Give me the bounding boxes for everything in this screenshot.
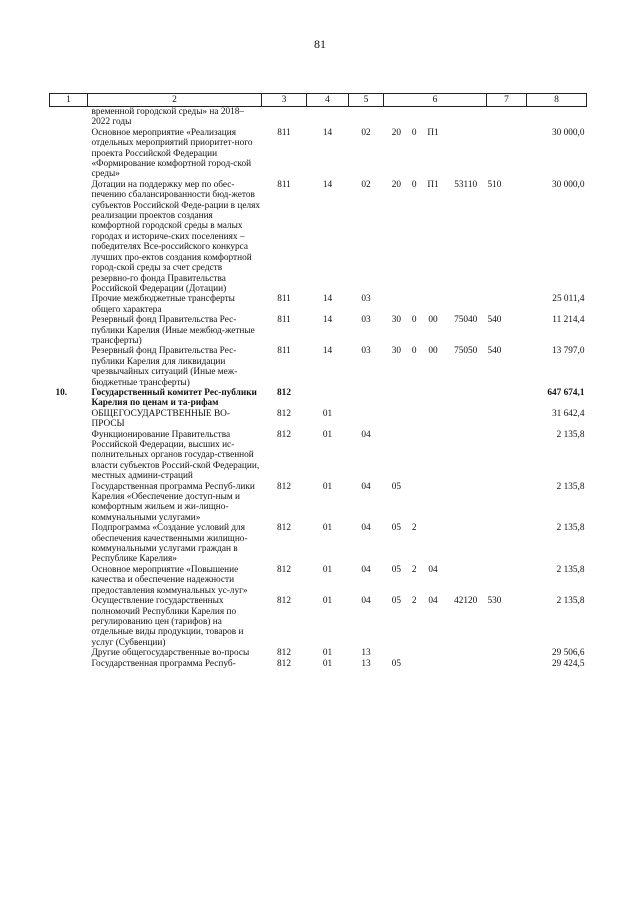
row-name: Осуществление государственных полномочий Республики Карелия по регулированию цен (тарифов) на отдельные виды продукции, товаров и услуг (Субвенции) [91,596,244,648]
code-part-s1: 05 [391,596,402,607]
row-number [50,315,88,346]
row-amount: 25 011,4 [552,294,585,305]
row-amount: 31 642,4 [551,408,585,419]
code-cell-c7 [487,128,527,180]
header-row [50,94,587,107]
table-row [50,346,587,388]
code-cell-c5: 03 [361,315,371,326]
code-cell-c7 [487,659,527,669]
header-cell: 1 [50,94,88,107]
code-cell-c3: 812 [277,429,291,440]
code-cell-c4 [307,107,349,128]
table-row [50,409,587,430]
code-part-s1: 30 [391,346,402,357]
row-name: Функционирование Правительства Российской Федерации, высших ис-полнительных органов государ-ственной власти субъектов Россий-ской Федерации, местных админи-страций [91,429,260,482]
table-row [50,596,587,648]
code-cell-c3: 811 [277,346,291,357]
code-cell-c3: 812 [277,648,291,659]
code-cell-c3: 812 [277,408,291,419]
code-cell-c7: 530 [487,596,502,607]
row-number [50,430,88,482]
row-amount: 2 135,8 [556,564,585,575]
row-name: Основное мероприятие «Повышение качества и обеспечение надежности предоставления коммунальных ус-луг» [91,564,248,596]
code-cell-c5: 02 [361,127,371,138]
row-amount: 2 135,8 [556,523,585,534]
code-cell-c5: 13 [361,658,371,669]
code-part-s3 [420,659,446,669]
code-part-s3 [420,523,446,533]
code-part-s3: П1 [427,179,439,190]
table-row [50,482,587,524]
code-part-s4: 42120 [454,596,478,607]
code-cell-c5 [349,409,384,430]
code-cell [384,294,487,315]
code-part-s3 [420,482,446,492]
code-cell [384,315,487,346]
code-cell-c3: 811 [277,315,291,326]
code-part-s2: 2 [411,523,417,534]
row-name: Подпрограмма «Создание условий для обеспечения качественными жилищно-коммунальными услугами граждан в Республике Карелия» [91,523,248,565]
code-part-s1: 30 [391,315,402,326]
table-row [50,565,587,596]
code-cell-c4: 01 [322,523,333,534]
code-part-s4 [446,128,486,138]
code-cell [384,409,487,430]
code-cell-c7 [487,430,527,482]
code-part-s2: 2 [411,564,417,575]
code-cell [384,659,487,669]
row-number [50,482,88,524]
code-cell-c5: 04 [361,596,371,607]
row-amount: 647 674,1 [547,387,585,398]
row-name: Другие общегосударственные во-просы [91,648,250,659]
table-row [50,180,587,294]
row-number [50,409,88,430]
code-cell-c4: 14 [322,127,333,138]
code-part-s3: 00 [428,346,438,357]
code-cell [384,107,487,128]
row-number [50,523,88,565]
code-cell-c7 [487,388,527,409]
code-part-s2: 0 [411,127,417,138]
row-amount: 30 000,0 [551,127,585,138]
code-cell-c4: 01 [322,648,333,659]
row-number [50,565,88,596]
code-part-s2 [408,659,420,669]
code-cell-c7 [487,648,527,658]
row-name: ОБЩЕГОСУДАРСТВЕННЫЕ ВО-ПРОСЫ [91,408,230,430]
code-part-s2 [408,482,420,492]
row-number [50,180,88,294]
code-part-s1: 05 [391,564,402,575]
code-cell-c7 [487,523,527,565]
row-name: Основное мероприятие «Реализация отдельных мероприятий приоритет-ного проекта Российской Федерации «Формирование комфортной город-ской среды» [91,127,253,180]
code-part-s3: 04 [428,596,438,607]
row-amount: 11 214,4 [552,315,585,326]
row-name: Прочие межбюджетные трансферты общего характера [91,294,235,315]
code-part-s4 [446,565,486,575]
row-name: Дотации на поддержку мер по обес-печению сбалансированности бюд-жетов субъектов Российской Феде-рации в целях реализации проектов создания комфортной городской среды в малых городах и историче-ских поселениях – победителях Все-российского конкурса лучших про-ектов создания комфортной город-ской среды за счет средств резервно-го фонда Правительства Российской Федерации (Дотации) [91,179,261,294]
row-name: Резервный фонд Правительства Рес-публики Карелия для ликвидации чрезвычайных ситуаций (Иные меж-бюджетные трансферты) [91,346,238,388]
header-cell: 5 [349,94,384,107]
code-cell-c4: 01 [322,596,333,607]
code-cell-c7 [487,409,527,430]
code-cell-c4: 14 [322,315,333,326]
code-cell-c4: 01 [322,564,333,575]
code-cell [384,648,487,658]
code-cell-c4: 14 [322,346,333,357]
code-cell [384,346,487,388]
code-cell-c5: 04 [361,523,371,534]
budget-table [49,93,587,669]
header-cell: 7 [487,94,527,107]
row-number [50,107,88,128]
code-part-s1: 20 [391,127,402,138]
row-amount: 13 797,0 [551,346,585,357]
table-row [50,128,587,180]
header-cell: 8 [527,94,587,107]
code-cell-c3: 812 [277,596,291,607]
code-cell-c5: 04 [361,564,371,575]
code-part-s4 [446,523,486,533]
row-name: Резервный фонд Правительства Рес-публики Карелия (Иные межбюд-жетные трансферты) [91,315,255,346]
row-number [50,648,88,658]
row-amount: 2 135,8 [556,596,585,607]
code-cell-c4: 01 [322,481,333,492]
code-cell-c7 [487,565,527,596]
code-part-s4 [446,482,486,492]
page-number: 81 [314,37,326,51]
row-amount: 30 000,0 [551,179,585,190]
row-name: Государственная программа Респуб-лики Карелия «Обеспечение доступ-ным и комфортным жильем и жи-лищно-коммунальными услугами» [91,481,255,523]
code-cell-c5 [349,388,384,409]
row-number [50,346,88,388]
code-cell-c4: 14 [322,294,333,305]
code-part-s1: 05 [391,523,402,534]
code-cell-c7: 540 [487,315,502,326]
code-cell-c5 [349,107,384,128]
code-cell-c3: 812 [277,387,291,398]
code-part-s2: 2 [411,596,417,607]
code-cell-c4: 01 [322,658,333,669]
code-part-s2: 0 [411,179,417,190]
table-row [50,388,587,409]
code-cell [384,596,487,648]
table-row [50,315,587,346]
row-amount: 29 424,5 [551,658,585,669]
code-cell-c4 [307,388,349,409]
code-cell [384,388,487,409]
table-row [50,523,587,565]
code-part-s2: 0 [411,346,417,357]
row-number [50,294,88,315]
code-part-s4: 53110 [454,179,478,190]
code-part-s4 [446,659,486,669]
table-row [50,659,587,669]
code-cell-c3: 812 [277,564,291,575]
code-cell-c7 [487,482,527,524]
code-cell-c3: 812 [277,481,291,492]
code-cell [384,430,487,482]
code-cell-c3: 811 [277,294,291,305]
table-row [50,107,587,128]
code-cell [384,482,487,524]
row-number [50,596,88,648]
row-amount: 2 135,8 [556,429,585,440]
header-cell: 2 [88,94,262,107]
code-cell [384,523,487,565]
code-cell [384,128,487,180]
code-cell-c7: 540 [487,346,502,357]
code-cell-c4: 01 [322,408,333,419]
code-part-s4: 75050 [454,346,478,357]
row-name: временной городской среды» на 2018–2022 годы [91,107,245,128]
table-row [50,648,587,658]
code-cell [384,180,487,294]
code-cell-c5: 13 [361,648,371,659]
header-cell: 6 [384,94,487,107]
row-number: 10. [55,387,68,398]
code-cell-c4: 01 [322,429,333,440]
row-number [50,659,88,669]
row-amount: 29 506,6 [551,648,585,659]
code-cell-c7 [487,294,527,315]
code-part-s3: П1 [427,127,439,138]
code-part-s2: 0 [411,315,417,326]
code-part-s1: 05 [391,481,402,492]
code-cell-c3: 812 [277,658,291,669]
code-cell-c5: 02 [361,179,371,190]
header-cell: 4 [307,94,349,107]
code-cell-c5: 04 [361,481,371,492]
code-part-s4: 75040 [454,315,478,326]
row-amount [527,107,587,128]
code-cell-c3: 811 [277,179,291,190]
code-part-s3: 04 [428,564,438,575]
code-part-s1: 05 [391,658,402,669]
row-name: Государственный комитет Рес-публики Карелия по ценам и та-рифам [91,387,257,409]
table-row [50,294,587,315]
code-cell-c7: 510 [487,179,502,190]
code-cell-c5: 04 [361,429,371,440]
row-number [50,128,88,180]
code-cell-c3: 811 [277,127,291,138]
row-name: Государственная программа Респуб- [91,658,236,669]
table-row [50,430,587,482]
code-part-s3: 00 [428,315,438,326]
code-part-s1: 20 [391,179,402,190]
header-cell: 3 [262,94,307,107]
code-cell-c5: 03 [361,294,371,305]
code-cell [384,565,487,596]
code-cell-c7 [487,107,527,128]
code-cell-c3 [262,107,307,128]
code-cell-c5: 03 [361,346,371,357]
row-amount: 2 135,8 [556,481,585,492]
code-cell-c4: 14 [322,179,333,190]
code-cell-c3: 812 [277,523,291,534]
